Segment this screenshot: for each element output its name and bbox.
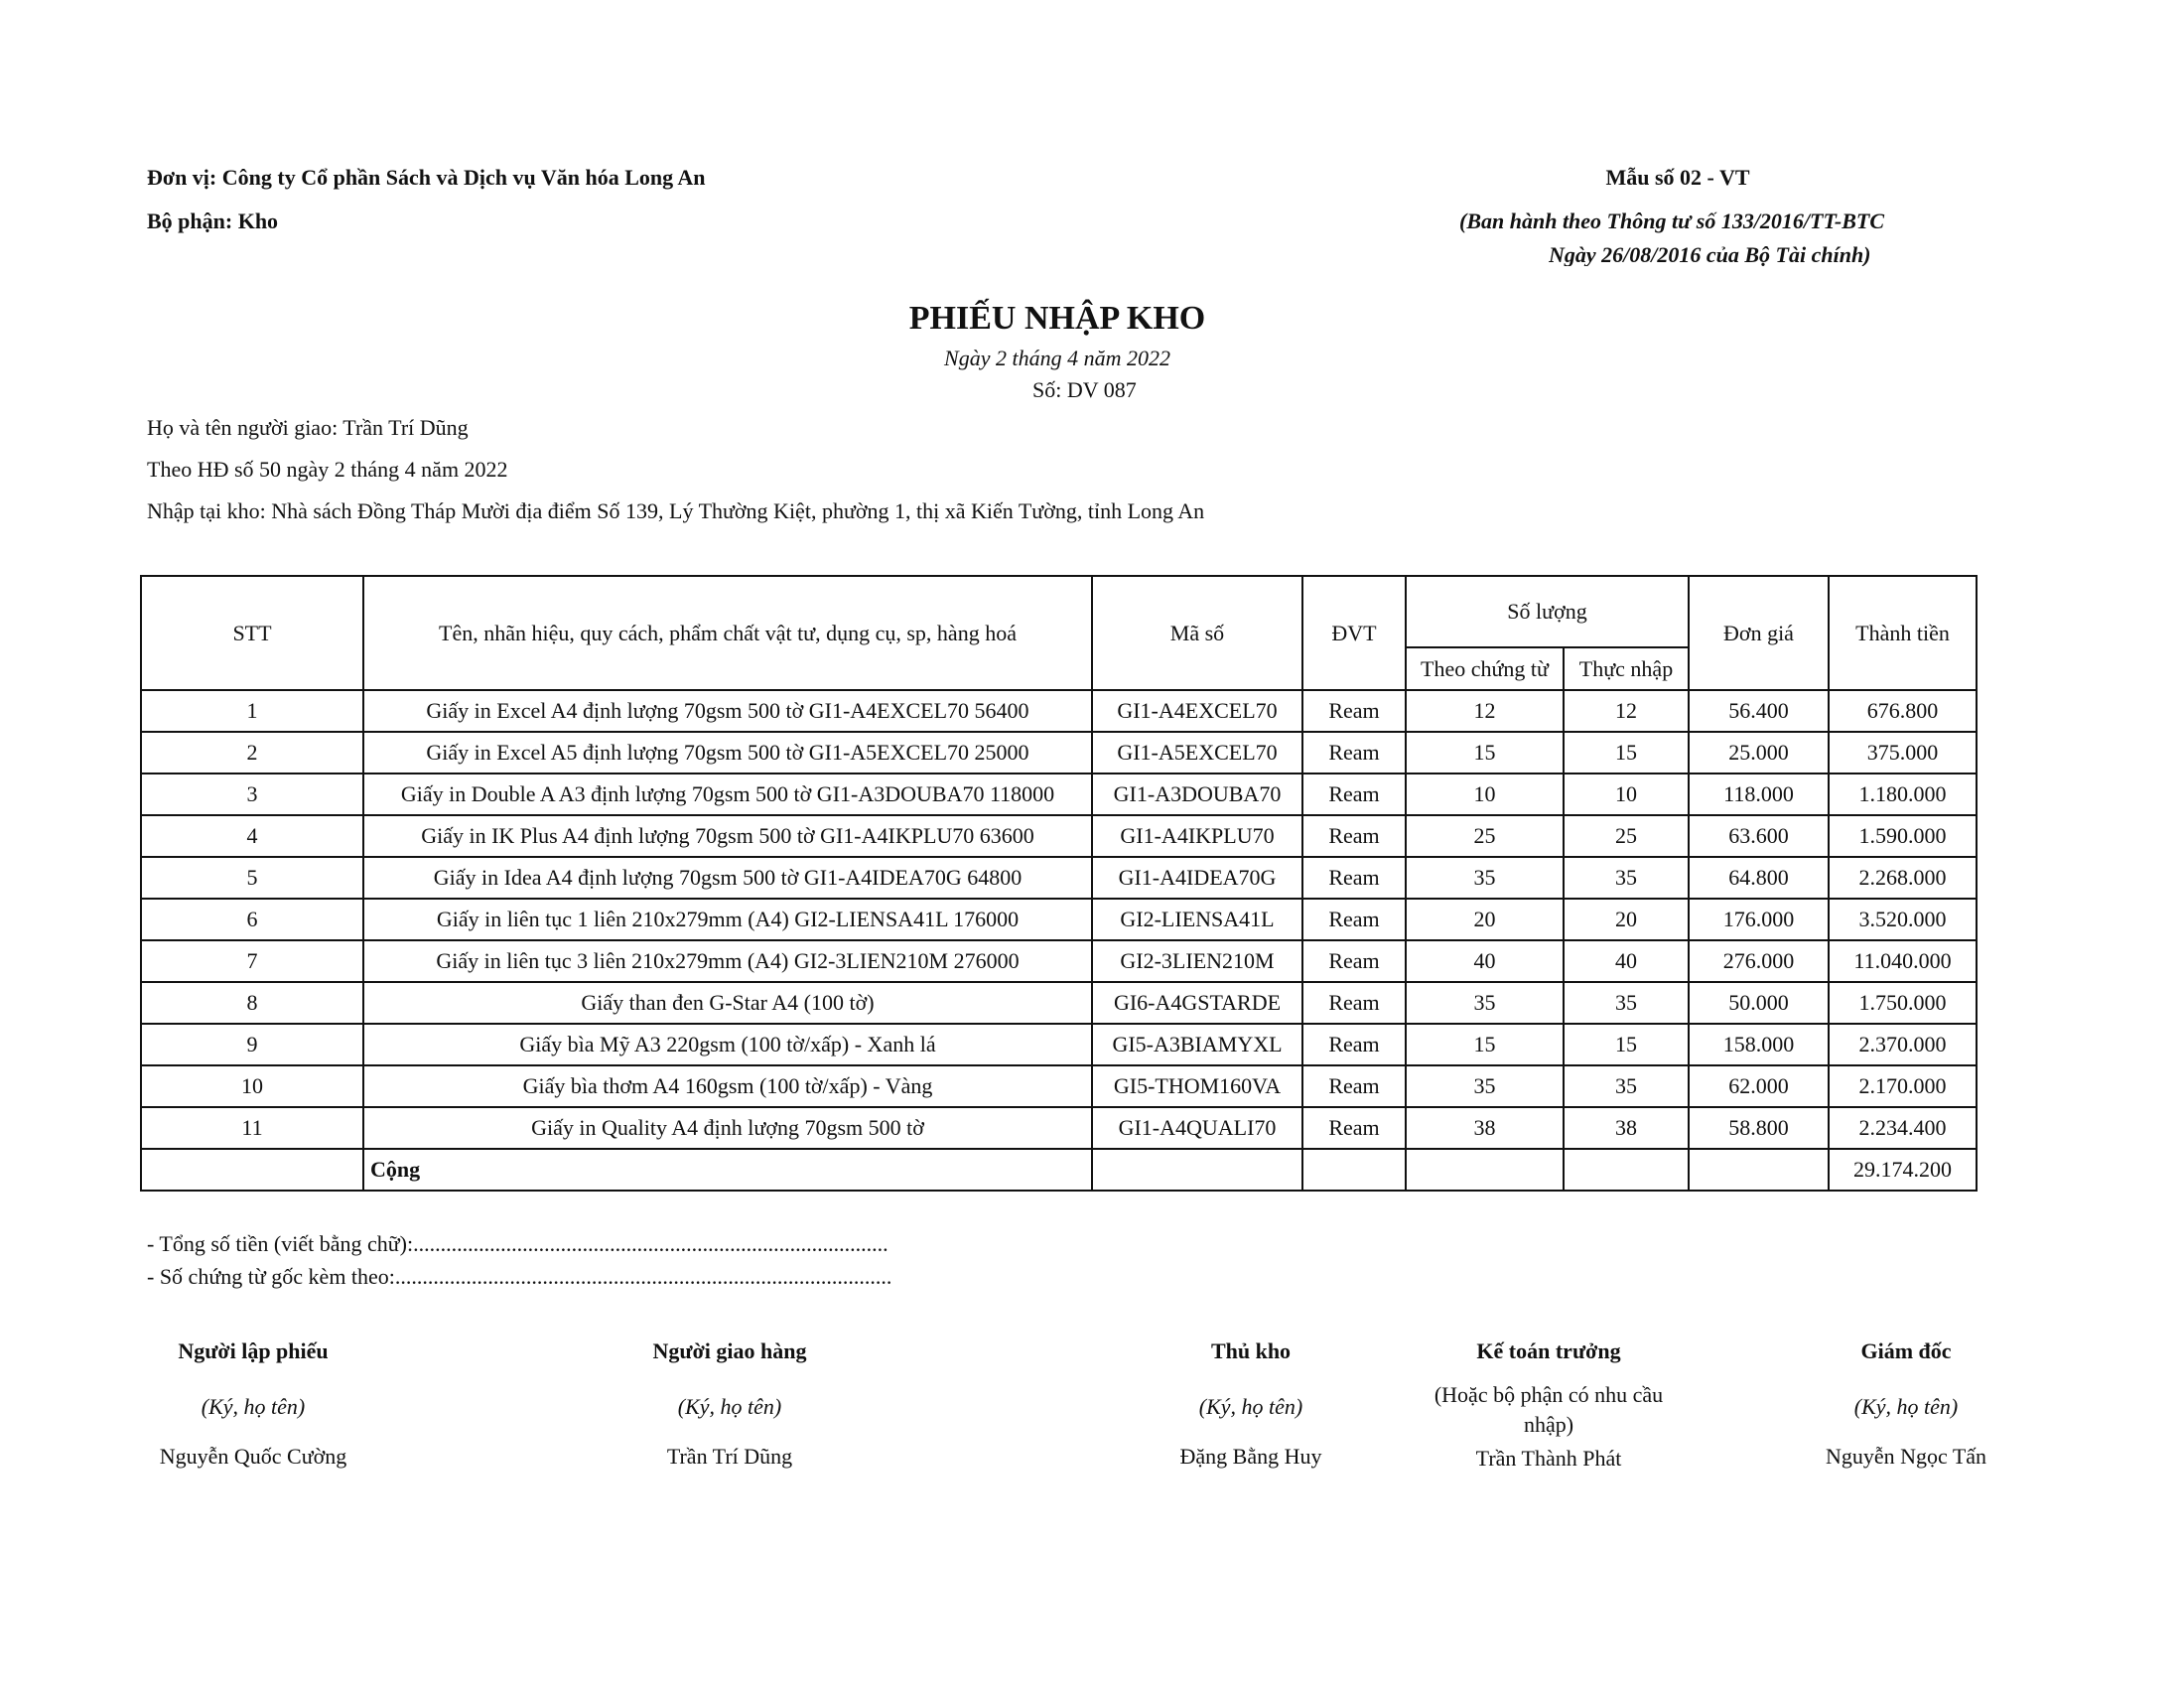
cell-qty-actual: 35 <box>1564 1065 1689 1107</box>
header-stt: STT <box>141 576 363 690</box>
cell-unit-price: 276.000 <box>1689 940 1829 982</box>
cell-qty-actual: 35 <box>1564 857 1689 899</box>
cell-unit-price: 58.800 <box>1689 1107 1829 1149</box>
cell-code: GI1-A5EXCEL70 <box>1092 732 1302 774</box>
cell-empty <box>1302 1149 1406 1191</box>
cell-unit-price: 64.800 <box>1689 857 1829 899</box>
table-row <box>141 774 1977 815</box>
table-row <box>141 899 1977 940</box>
issued-note-line2: Ngày 26/08/2016 của Bộ Tài chính) <box>1549 242 1871 266</box>
goods-receipt-table <box>140 575 1978 1192</box>
signature-hint: (Ký, họ tên) <box>201 1394 306 1419</box>
cell-item-name: Giấy in Excel A5 định lượng 70gsm 500 tờ GI1-A5EXCEL70 25000 <box>363 732 1092 774</box>
signature-role: Giám đốc <box>1860 1338 1952 1363</box>
cell-unit-price: 63.600 <box>1689 815 1829 857</box>
cell-empty <box>141 1149 363 1191</box>
header-code: Mã số <box>1092 576 1302 690</box>
cell-item-name: Giấy in IK Plus A4 định lượng 70gsm 500 tờ GI1-A4IKPLU70 63600 <box>363 815 1092 857</box>
total-label: Cộng <box>363 1149 1092 1191</box>
signature-name: Trần Trí Dũng <box>666 1444 793 1469</box>
cell-qty-doc: 10 <box>1406 774 1564 815</box>
cell-item-name: Giấy than đen G-Star A4 (100 tờ) <box>363 982 1092 1024</box>
cell-item-name: Giấy in liên tục 3 liên 210x279mm (A4) GI2-3LIEN210M 276000 <box>363 940 1092 982</box>
cell-unit: Ream <box>1302 940 1406 982</box>
cell-amount: 1.750.000 <box>1829 982 1977 1024</box>
signature-hint: (Ký, họ tên) <box>1198 1394 1303 1419</box>
cell-stt: 5 <box>141 857 363 899</box>
cell-amount: 11.040.000 <box>1829 940 1977 982</box>
cell-amount: 676.800 <box>1829 690 1977 732</box>
cell-unit: Ream <box>1302 690 1406 732</box>
signature-role: Người giao hàng <box>652 1338 807 1363</box>
table-row <box>141 940 1977 982</box>
cell-amount: 1.180.000 <box>1829 774 1977 815</box>
signature-name: Nguyễn Ngọc Tấn <box>1825 1444 1987 1469</box>
header-qty-actual: Thực nhập <box>1564 647 1689 690</box>
signature-role: Kế toán trưởng <box>1476 1338 1621 1363</box>
table-row <box>141 1024 1977 1065</box>
cell-stt: 4 <box>141 815 363 857</box>
table-row <box>141 732 1977 774</box>
cell-code: GI1-A4IDEA70G <box>1092 857 1302 899</box>
signature-name: Đặng Bằng Huy <box>1179 1444 1322 1469</box>
cell-unit-price: 62.000 <box>1689 1065 1829 1107</box>
cell-unit-price: 176.000 <box>1689 899 1829 940</box>
table-row <box>141 857 1977 899</box>
warehouse-line: Nhập tại kho: Nhà sách Đồng Tháp Mười địa điểm Số 139, Lý Thường Kiệt, phường 1, thị xã Kiến Tường, tỉnh Long An <box>147 498 1205 523</box>
signature-role: Người lập phiếu <box>178 1338 329 1363</box>
cell-unit-price: 56.400 <box>1689 690 1829 732</box>
cell-empty <box>1406 1149 1564 1191</box>
cell-qty-actual: 10 <box>1564 774 1689 815</box>
department: Bộ phận: Kho <box>147 209 279 233</box>
cell-qty-doc: 38 <box>1406 1107 1564 1149</box>
cell-unit: Ream <box>1302 1065 1406 1107</box>
signature-name: Nguyễn Quốc Cường <box>159 1444 347 1469</box>
cell-stt: 11 <box>141 1107 363 1149</box>
cell-unit: Ream <box>1302 815 1406 857</box>
cell-qty-actual: 20 <box>1564 899 1689 940</box>
cell-unit-price: 158.000 <box>1689 1024 1829 1065</box>
cell-item-name: Giấy in Double A A3 định lượng 70gsm 500 tờ GI1-A3DOUBA70 118000 <box>363 774 1092 815</box>
cell-qty-actual: 35 <box>1564 982 1689 1024</box>
cell-item-name: Giấy in Idea A4 định lượng 70gsm 500 tờ GI1-A4IDEA70G 64800 <box>363 857 1092 899</box>
cell-qty-doc: 25 <box>1406 815 1564 857</box>
cell-item-name: Giấy bìa thơm A4 160gsm (100 tờ/xấp) - Vàng <box>363 1065 1092 1107</box>
header-unit-price: Đơn giá <box>1689 576 1829 690</box>
cell-code: GI1-A4IKPLU70 <box>1092 815 1302 857</box>
company-unit: Đơn vị: Công ty Cổ phần Sách và Dịch vụ Văn hóa Long An <box>147 165 706 190</box>
cell-item-name: Giấy bìa Mỹ A3 220gsm (100 tờ/xấp) - Xanh lá <box>363 1024 1092 1065</box>
cell-stt: 6 <box>141 899 363 940</box>
cell-empty <box>1564 1149 1689 1191</box>
cell-unit: Ream <box>1302 982 1406 1024</box>
header-quantity: Số lượng <box>1406 576 1689 647</box>
table-row <box>141 982 1977 1024</box>
cell-qty-actual: 25 <box>1564 815 1689 857</box>
signature-hint: (Hoặc bộ phận có nhu cầu nhập) <box>1433 1382 1664 1437</box>
cell-amount: 2.234.400 <box>1829 1107 1977 1149</box>
amount-in-words-line: - Tổng số tiền (viết bằng chữ):....................................................................................... <box>147 1231 888 1256</box>
cell-code: GI1-A3DOUBA70 <box>1092 774 1302 815</box>
document-date: Ngày 2 tháng 4 năm 2022 <box>944 346 1170 370</box>
cell-unit: Ream <box>1302 1024 1406 1065</box>
cell-qty-doc: 12 <box>1406 690 1564 732</box>
cell-stt: 10 <box>141 1065 363 1107</box>
cell-qty-doc: 15 <box>1406 732 1564 774</box>
cell-stt: 7 <box>141 940 363 982</box>
cell-item-name: Giấy in Excel A4 định lượng 70gsm 500 tờ GI1-A4EXCEL70 56400 <box>363 690 1092 732</box>
cell-qty-actual: 40 <box>1564 940 1689 982</box>
cell-unit: Ream <box>1302 899 1406 940</box>
cell-qty-doc: 35 <box>1406 1065 1564 1107</box>
cell-qty-doc: 35 <box>1406 857 1564 899</box>
cell-unit-price: 50.000 <box>1689 982 1829 1024</box>
cell-code: GI1-A4EXCEL70 <box>1092 690 1302 732</box>
header-unit: ĐVT <box>1302 576 1406 690</box>
cell-qty-doc: 20 <box>1406 899 1564 940</box>
cell-amount: 375.000 <box>1829 732 1977 774</box>
cell-unit: Ream <box>1302 732 1406 774</box>
header-amount: Thành tiền <box>1829 576 1977 690</box>
cell-code: GI6-A4GSTARDE <box>1092 982 1302 1024</box>
cell-stt: 8 <box>141 982 363 1024</box>
cell-stt: 9 <box>141 1024 363 1065</box>
contract-line: Theo HĐ số 50 ngày 2 tháng 4 năm 2022 <box>147 457 508 482</box>
cell-stt: 3 <box>141 774 363 815</box>
cell-empty <box>1689 1149 1829 1191</box>
cell-amount: 1.590.000 <box>1829 815 1977 857</box>
document-number: Số: DV 087 <box>1032 377 1137 402</box>
cell-qty-actual: 15 <box>1564 1024 1689 1065</box>
header-qty-per-document: Theo chứng từ <box>1406 647 1564 690</box>
signature-hint: (Ký, họ tên) <box>1853 1394 1959 1419</box>
cell-code: GI5-A3BIAMYXL <box>1092 1024 1302 1065</box>
cell-qty-doc: 35 <box>1406 982 1564 1024</box>
cell-unit-price: 118.000 <box>1689 774 1829 815</box>
issued-note-line1: (Ban hành theo Thông tư số 133/2016/TT-BTC <box>1459 209 1885 233</box>
table-row <box>141 1107 1977 1149</box>
cell-empty <box>1092 1149 1302 1191</box>
cell-qty-actual: 15 <box>1564 732 1689 774</box>
total-row <box>141 1149 1977 1191</box>
signature-role: Thủ kho <box>1210 1338 1292 1363</box>
cell-unit: Ream <box>1302 1107 1406 1149</box>
cell-amount: 2.268.000 <box>1829 857 1977 899</box>
cell-code: GI1-A4QUALI70 <box>1092 1107 1302 1149</box>
cell-amount: 3.520.000 <box>1829 899 1977 940</box>
cell-item-name: Giấy in Quality A4 định lượng 70gsm 500 tờ <box>363 1107 1092 1149</box>
table-row <box>141 1065 1977 1107</box>
cell-code: GI2-LIENSA41L <box>1092 899 1302 940</box>
cell-qty-doc: 15 <box>1406 1024 1564 1065</box>
deliverer-line: Họ và tên người giao: Trần Trí Dũng <box>147 415 469 440</box>
signature-name: Trần Thành Phát <box>1475 1446 1622 1471</box>
cell-qty-actual: 38 <box>1564 1107 1689 1149</box>
cell-unit-price: 25.000 <box>1689 732 1829 774</box>
table-row <box>141 815 1977 857</box>
cell-unit: Ream <box>1302 774 1406 815</box>
cell-amount: 2.370.000 <box>1829 1024 1977 1065</box>
form-number: Mẫu số 02 - VT <box>1605 165 1750 190</box>
cell-code: GI2-3LIEN210M <box>1092 940 1302 982</box>
table-row <box>141 690 1977 732</box>
cell-code: GI5-THOM160VA <box>1092 1065 1302 1107</box>
cell-unit: Ream <box>1302 857 1406 899</box>
cell-stt: 2 <box>141 732 363 774</box>
signature-hint: (Ký, họ tên) <box>677 1394 782 1419</box>
cell-amount: 2.170.000 <box>1829 1065 1977 1107</box>
attached-documents-line: - Số chứng từ gốc kèm theo:........................................................................................... <box>147 1264 892 1289</box>
header-item-name: Tên, nhãn hiệu, quy cách, phẩm chất vật tư, dụng cụ, sp, hàng hoá <box>363 576 1092 690</box>
cell-item-name: Giấy in liên tục 1 liên 210x279mm (A4) GI2-LIENSA41L 176000 <box>363 899 1092 940</box>
cell-qty-actual: 12 <box>1564 690 1689 732</box>
cell-qty-doc: 40 <box>1406 940 1564 982</box>
total-amount: 29.174.200 <box>1829 1149 1977 1191</box>
document-title: PHIẾU NHẬP KHO <box>908 300 1206 337</box>
cell-stt: 1 <box>141 690 363 732</box>
